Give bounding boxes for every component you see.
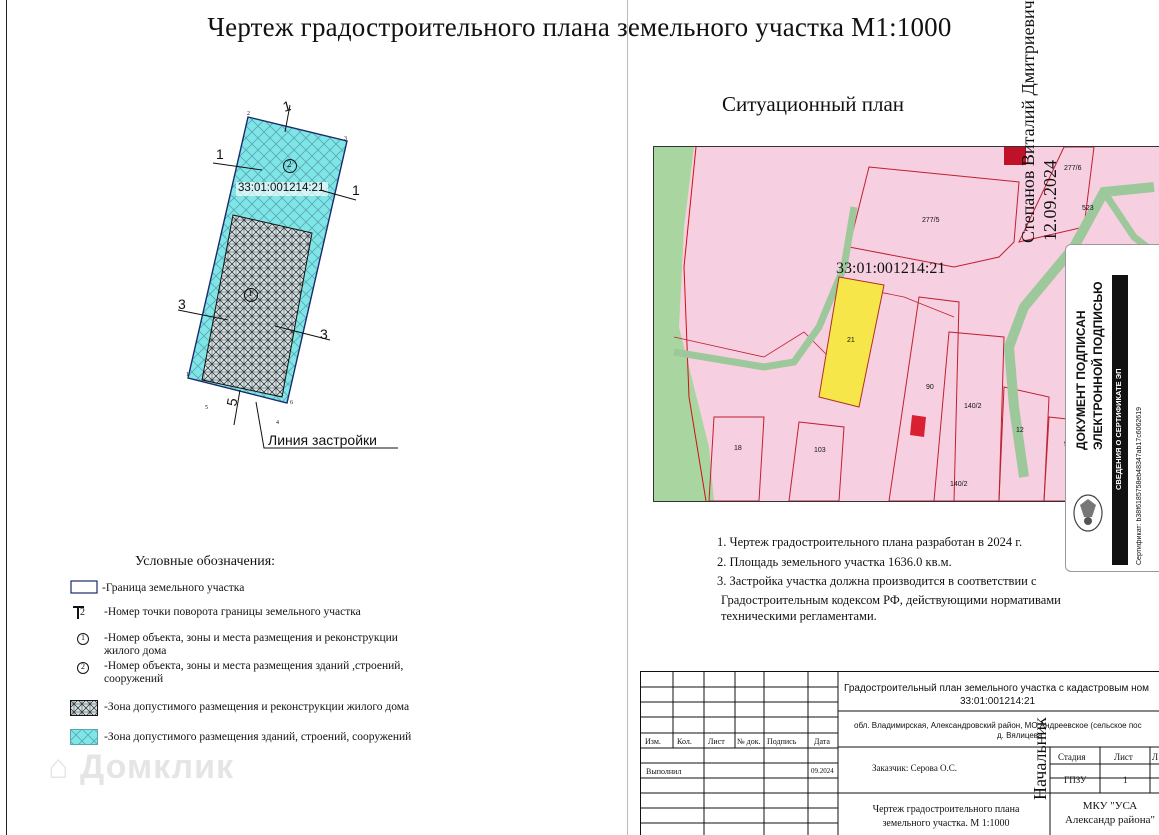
dim-line-bottom — [234, 390, 240, 425]
point-number-3: 3 — [344, 136, 347, 142]
legend-point-number: 2 — [80, 607, 85, 618]
note-1: 1. Чертеж градостроительного плана разработан в 2024 г. — [717, 535, 1023, 549]
watermark-logo — [48, 748, 234, 787]
signature-role: Начальник — [1030, 717, 1050, 800]
point-number-5: 5 — [205, 405, 208, 411]
parcel-label-277-6: 277/6 — [1064, 165, 1082, 172]
legend-item-1: -Граница земельного участка — [102, 582, 245, 594]
legend-circle-1-number: 1 — [81, 633, 85, 642]
point-number-1: 1 — [186, 372, 189, 378]
tb-village: д. Вялицева — [997, 731, 1043, 740]
tb-cadastral: 33:01:001214:21 — [960, 696, 1036, 707]
signature-date: 12.09.2024 — [1040, 160, 1060, 241]
legend-item-6: -Зона допустимого размещения зданий, строений, сооружений — [104, 731, 412, 743]
legend-circle-2-number: 2 — [81, 662, 85, 671]
stamp-cert-text: Сертификат: b38f6185758eb48347ab17c6062619 — [1136, 407, 1143, 565]
notes-block — [717, 533, 1061, 624]
page-divider — [627, 0, 628, 835]
tb-date: 09.2024 — [811, 767, 834, 775]
tb-sheet-header: Лист — [1114, 752, 1133, 762]
building-red-2 — [910, 415, 926, 437]
tb-sheets-header: Л — [1152, 752, 1159, 762]
tb-col-kol: Кол. — [677, 737, 692, 746]
legend-boundary-symbol — [70, 580, 98, 594]
title-block — [640, 671, 1159, 835]
situation-plan-title: Ситуационный план — [722, 92, 905, 116]
point-number-4: 4 — [276, 420, 279, 426]
parcel-label-523: 523 — [1082, 205, 1094, 212]
point-number-6: 6 — [290, 400, 293, 406]
tb-drawing-name: Чертеж градостроительного плана земельного участка. М 1:1000 — [872, 804, 1020, 829]
tb-col-date: Дата — [814, 737, 830, 746]
signature-name: Степанов Виталий Дмитриевич — [1018, 0, 1038, 243]
tb-col-list: Лист — [708, 737, 725, 746]
page-title: Чертеж градостроительного плана земельного участка М1:1000 — [207, 12, 952, 42]
legend-item-2: -Номер точки поворота границы земельного участка — [104, 606, 361, 618]
tb-stage: ГПЗУ — [1064, 775, 1087, 785]
tb-col-sign: Подпись — [767, 737, 797, 746]
legend-residential-zone-swatch — [70, 700, 98, 716]
legend-item-5: -Зона допустимого размещения и реконструкции жилого дома — [104, 701, 410, 713]
parcel-label-140-2: 140/2 — [964, 403, 982, 410]
dim-top: 1 — [281, 97, 293, 115]
building-line-label: Линия застройки — [268, 432, 377, 448]
note-3a: 3. Застройка участка должна производится в соответствии с — [717, 574, 1037, 588]
tb-address: обл. Владимирская, Александровский район, МО Андреевское (сельское пос — [854, 721, 1142, 730]
zone-number-2: 2 — [287, 159, 292, 169]
stamp-line-2: ЭЛЕКТРОННОЙ ПОДПИСЬЮ — [1091, 281, 1105, 450]
watermark-text: Домклик — [80, 748, 235, 786]
home-icon: ⌂ — [48, 748, 70, 786]
parcel-label-140-2-bottom: 140/2 — [950, 481, 968, 488]
legend-item-4: -Номер объекта, зоны и места размещения зданий ,строений, сооружений — [104, 660, 404, 685]
note-2: 2. Площадь земельного участка 1636.0 кв.м. — [717, 554, 952, 569]
parcel-label-90: 90 — [926, 384, 934, 391]
dim-left-upper: 1 — [216, 146, 224, 162]
main-plan-drawing — [160, 95, 410, 465]
cadastral-number-main: 33:01:001214:21 — [238, 182, 325, 194]
legend-building-zone-swatch — [70, 729, 98, 745]
dim-left-mid: 3 — [178, 296, 186, 312]
legend-title: Условные обозначения: — [135, 554, 276, 569]
parcel-label-277-5: 277/5 — [922, 217, 940, 224]
stamp-band-text: СВЕДЕНИЯ О СЕРТИФИКАТЕ ЭП — [1114, 368, 1123, 490]
parcel-label-103: 103 — [814, 447, 826, 454]
legend-item-3: -Номер объекта, зоны и места размещения и реконструкции жилого дома — [104, 632, 398, 657]
tb-col-ndoc: № док. — [737, 737, 761, 746]
situation-cadastral-number: 33:01:001214:21 — [836, 260, 946, 277]
emblem-icon — [1070, 491, 1106, 535]
parcel-label-18: 18 — [734, 445, 742, 452]
stamp-line-1: ДОКУМЕНТ ПОДПИСАН — [1074, 310, 1088, 450]
zone-number-1: 1 — [248, 288, 253, 298]
point-number-2: 2 — [247, 111, 250, 117]
tb-customer: Заказчик: Серова О.С. — [872, 763, 958, 773]
parcel-label-21: 21 — [847, 337, 855, 344]
digital-signature-stamp — [1065, 244, 1159, 572]
parcel-label-12: 12 — [1016, 427, 1024, 434]
tb-org: МКУ "УСА Александр района" — [1064, 800, 1156, 826]
note-3b: Градостроительным кодексом РФ, действующими нормативами — [721, 592, 1061, 607]
tb-heading: Градостроительный план земельного участка с кадастровым ном — [844, 683, 1150, 694]
page-frame-left — [6, 0, 7, 835]
dim-right-upper: 1 — [352, 182, 360, 198]
dim-right-mid: 3 — [320, 326, 328, 342]
tb-col-izm: Изм. — [645, 737, 661, 746]
tb-performed: Выполнил — [646, 767, 682, 776]
note-3c: техническими регламентами. — [721, 608, 877, 623]
tb-sheet: 1 — [1123, 775, 1128, 785]
dim-bottom: 5 — [223, 396, 241, 408]
tb-stage-header: Стадия — [1058, 752, 1086, 762]
